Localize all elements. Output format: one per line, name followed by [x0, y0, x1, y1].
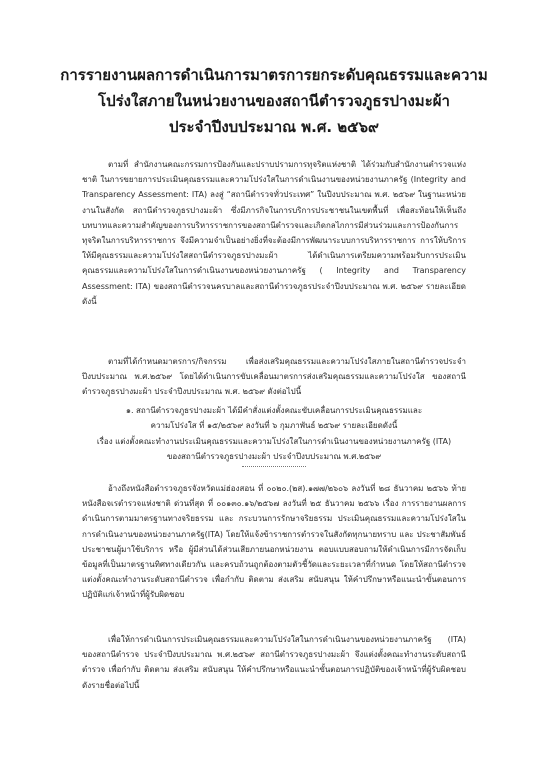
order-subject-line-1: เรื่อง แต่งตั้งคณะทำงานประเมินคุณธรรมและความโปร่งใสในการดำเนินงานของหน่วยงานภาครัฐ (ITA) — [96, 437, 452, 446]
section-divider — [242, 466, 306, 467]
committee-paragraph: เพื่อให้การดำเนินการประเมินคุณธรรมและความโปร่งใสในการดำเนินงานของหน่วยงานภาครัฐ (ITA) ของสถานีตำรวจ ประจำปีงบประมาณ พ.ศ.๒๕๖๙ สถานีตำรวจภูธรปางมะผ้า จึงแต่งตั้งคณะทำงานระดับสถานีตำรวจ เพื่อกำกับ ติดตาม ส่งเสริม สนับสนุน ให้คำปรึกษาหรือแนะนำขั้นตอนการปฏิบัติของเจ้าหน้าที่ผู้รับผิดชอบ ดังรายชื่อต่อไปนี้ — [82, 635, 466, 690]
intro-paragraph: ตามที่ สำนักงานคณะกรรมการป้องกันและปราบปรามการทุจริตแห่งชาติ ได้ร่วมกับสำนักงานตำรวจแห่งชาติ ในการขยายการประเมินคุณธรรมและความโปร่งใสในการดำเนินงานของหน่วยงานภาครัฐ (Integrity and Transparency Assessment: ITA) ลงสู่ “สถานีตำรวจทั่วประเทศ” ในปีงบประมาณ พ.ศ. ๒๕๖๙ ในฐานะหน่วยงานในสังกัด สถานีตำรวจภูธรปางมะผ้า ซึ่งมีภารกิจในการบริการประชาชนในเขตพื้นที่ เพื่อสะท้อนให้เห็นถึงบทบาทและความสำคัญของการบริหารราชการของสถานีตำรวจและเกิดกลไกการมีส่วนร่วมและการป้องกันการทุจริตในการบริหารราชการ จึงมีความจำเป็นอย่างยิ่งที่จะต้องมีการพัฒนาระบบการบริหารราชการ การให้บริการ ให้มีคุณธรรมและความโปร่งใสสถานีตำรวจภูธรปางมะผ้า ได้ดำเนินการเตรียมความพร้อมรับการประเมินคุณธรรมและความโปร่งใสในการดำเนินงานของหน่วยงานภาครัฐ ( Integrity and Transparency Assessment: ITA) ของสถานีตำรวจนครบาลและสถานีตำรวจภูธรประจำปีงบประมาณ พ.ศ. ๒๕๖๙ รายละเอียดดังนี้ — [82, 160, 466, 306]
order-heading-line-2: ความโปร่งใส ที่ ๑๕/๒๕๖๙ ลงวันที่ ๖ กุมภาพันธ์ ๒๕๖๙ รายละเอียดดังนี้ — [150, 421, 398, 430]
document-title-line-1: การรายงานผลการดำเนินการมาตรการยกระดับคุณธรรมและความ — [60, 66, 488, 84]
document-title-line-3: ประจำปีงบประมาณ พ.ศ. ๒๕๖๙ — [168, 118, 380, 136]
document-title-line-2: โปร่งใสภายในหน่วยงานของสถานีตำรวจภูธรปางมะผ้า — [98, 92, 450, 110]
reference-paragraph: อ้างถึงหนังสือตำรวจภูธรจังหวัดแม่ฮ่องสอน ที่ ๐๐๒๐.(๒ส).๑๗๗/๒๖๐๖ ลงวันที่ ๒๘ ธันวาคม ๒๕๖๖ ท้ายหนังสือจเรตำรวจแห่งชาติ ด่วนที่สุด ที่ ๐๐๑๓๐.๑๖/๒๕๖๗ ลงวันที่ ๒๕ ธันวาคม ๒๕๖๖ เรื่อง การรายงานผลการดำเนินการตามมาตรฐานทางจริยธรรม และ กระบวนการรักษาจริยธรรม ประเมินคุณธรรมและความโปร่งใสในการดำเนินงานของหน่วยงานภาครัฐ(ITA) โดยให้แจ้งข้าราชการตำรวจในสังกัดทุกนายทราบ และ ประชาสัมพันธ์ประชาชนผู้มาใช้บริการ หรือ ผู้มีส่วนได้ส่วนเสียภายนอกหน่วยงาน ตอบแบบสอบถามให้ดำเนินการมีการจัดเก็บข้อมูลที่เป็นมาตรฐานทิศทางเดียวกัน และครบถ้วนถูกต้องตามตัวชี้วัดและระยะเวลาที่กำหนด โดยให้สถานีตำรวจแต่งตั้งคณะทำงานระดับสถานีตำรวจ เพื่อกำกับ ติดตาม ส่งเสริม สนับสนุน ให้คำปรึกษาหรือแนะนำขั้นตอนการปฏิบัติแก่เจ้าหน้าที่ผู้รับผิดชอบ — [82, 484, 466, 600]
order-subject-line-2: ของสถานีตำรวจภูธรปางมะผ้า ประจำปีงบประมาณ พ.ศ.๒๕๖๙ — [166, 452, 382, 461]
order-heading-line-1: ๑. สถานีตำรวจภูธรปางมะผ้า ได้มีคำสั่งแต่งตั้งคณะขับเคลื่อนการประเมินคุณธรรมและ — [125, 406, 423, 415]
measures-paragraph: ตามที่ได้กำหนดมาตรการ/กิจกรรม เพื่อส่งเสริมคุณธรรมและความโปร่งใสภายในสถานีตำรวจประจำปีงบประมาณ พ.ศ.๒๕๖๙ โดยได้ดำเนินการขับเคลื่อนมาตรการส่งเสริมคุณธรรมและความโปร่งใส ของสถานีตำรวจภูธรปางมะผ้า ประจำปีงบประมาณ พ.ศ. ๒๕๖๙ ดังต่อไปนี้ — [82, 357, 466, 397]
